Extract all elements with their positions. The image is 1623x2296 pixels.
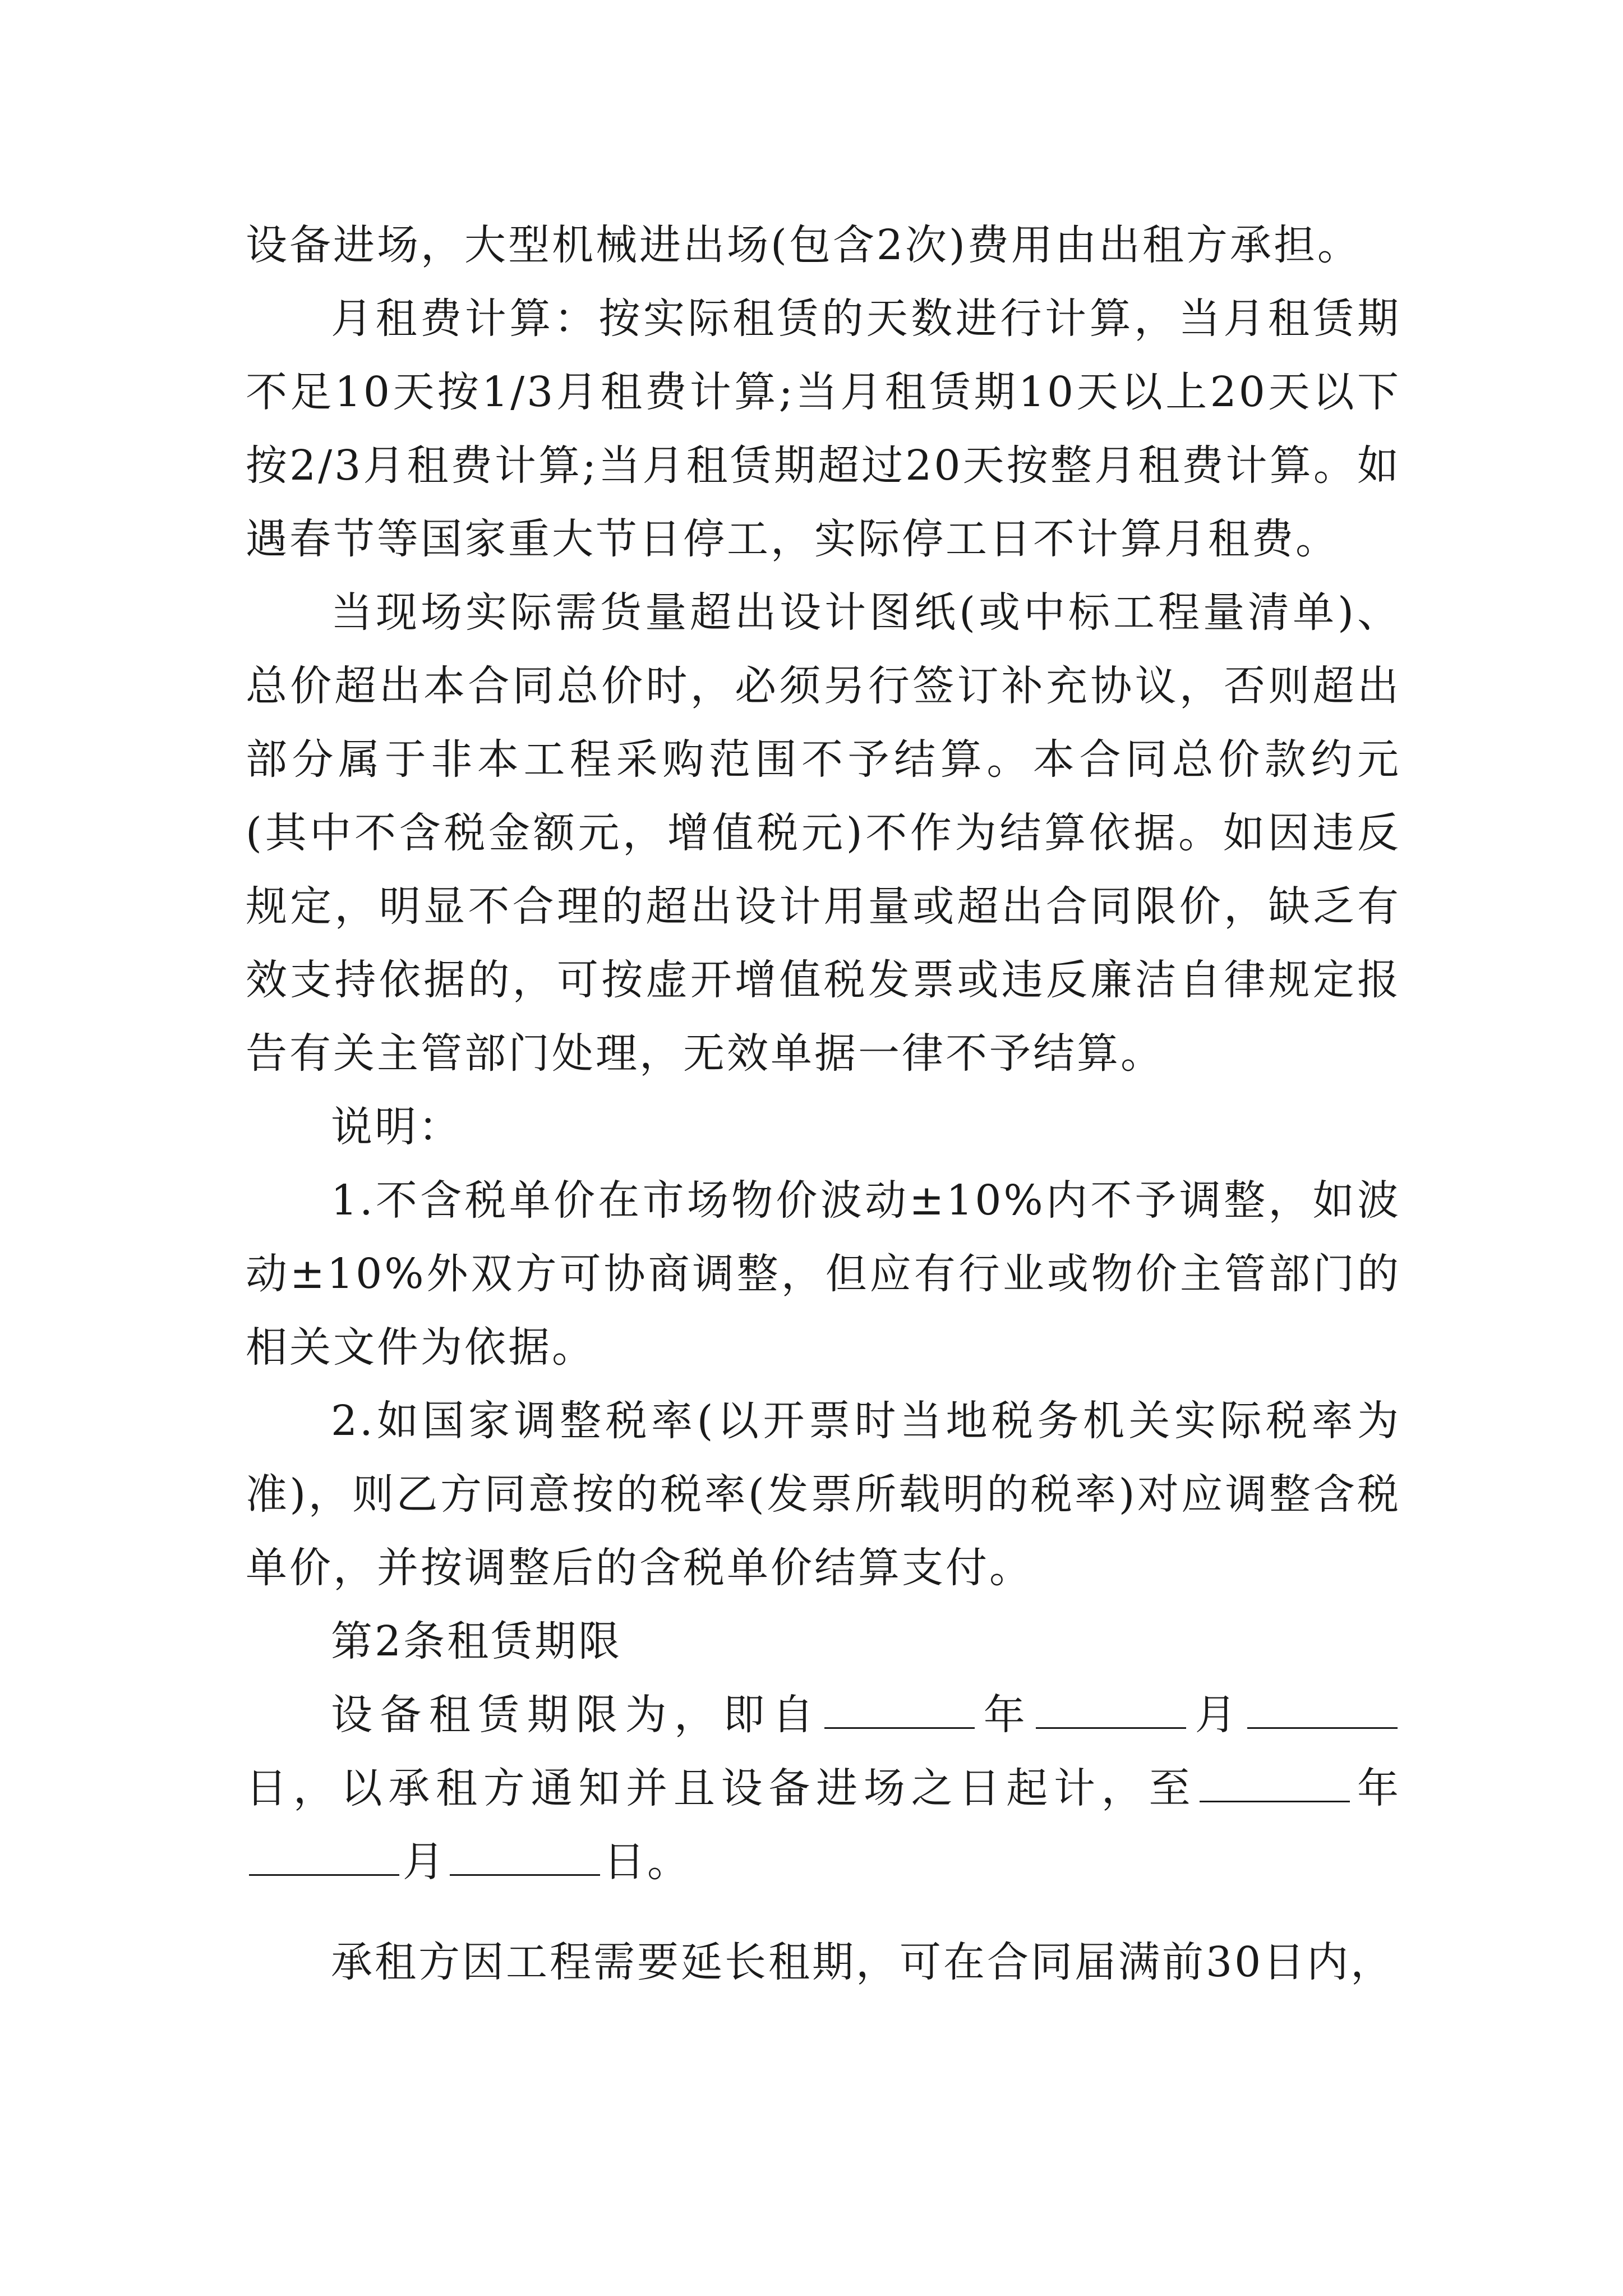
start-day-blank [1247,1682,1398,1729]
end-year-blank [1200,1756,1350,1802]
end-month-label: 月 [403,1838,446,1886]
end-month-blank [249,1829,399,1876]
start-year-label: 年 [978,1691,1033,1739]
start-month-blank [1036,1682,1186,1729]
start-day-text: 日，以承租方通知并且设备进场之日起计，至 [246,1764,1197,1812]
paragraph-monthly-rent-calculation: 月租费计算：按实际租赁的天数进行计算，当月租赁期不足10天按1/3月租费计算;当月租赁期10天以上20天以下按2/3月租费计算;当月租赁期超过20天按整月租费计算。如遇春节等国家重大节日停工，实际停工日不计算月租费。 [246,295,1401,563]
paragraph-note-1: 1.不含税单价在市场物价波动±10%内不予调整，如波动±10%外双方可协商调整，但应有行业或物价主管部门的相关文件为依据。 [246,1176,1401,1372]
paragraph-lease-term [246,1678,1401,1899]
section-heading-lease-term: 第2条租赁期限 [331,1617,623,1665]
end-day-text: 日。 [603,1838,691,1886]
document-body [246,209,1401,1999]
start-year-blank [824,1682,975,1729]
paragraph-excess-quantity: 当现场实际需货量超出设计图纸(或中标工程量清单)、总价超出本合同总价时，必须另行签订补充协议，否则超出部分属于非本工程采购范围不予结算。本合同总价款约元(其中不含税金额元，增值税元)不作为结算依据。如因违反规定，明显不合理的超出设计用量或超出合同限价，缺乏有效支持依据的，可按虚开增值税发票或违反廉洁自律规定报告有关主管部门处理，无效单据一律不予结算。 [246,588,1401,1078]
end-day-blank [450,1829,600,1876]
term-intro-text: 设备租赁期限为，即自 [331,1691,822,1739]
paragraph-notes-heading: 说明： [331,1103,462,1151]
paragraph-equipment-entry: 设备进场，大型机械进出场(包含2次)费用由出租方承担。 [246,221,1361,269]
paragraph-note-2: 2.如国家调整税率(以开票时当地税务机关实际税率为准)，则乙方同意按的税率(发票所载明的税率)对应调整含税单价，并按调整后的含税单价结算支付。 [246,1397,1401,1592]
paragraph-lease-extension: 承租方因工程需要延长租期，可在合同届满前30日内， [331,1938,1395,1986]
end-year-label: 年 [1353,1764,1401,1812]
start-month-label: 月 [1189,1691,1244,1739]
